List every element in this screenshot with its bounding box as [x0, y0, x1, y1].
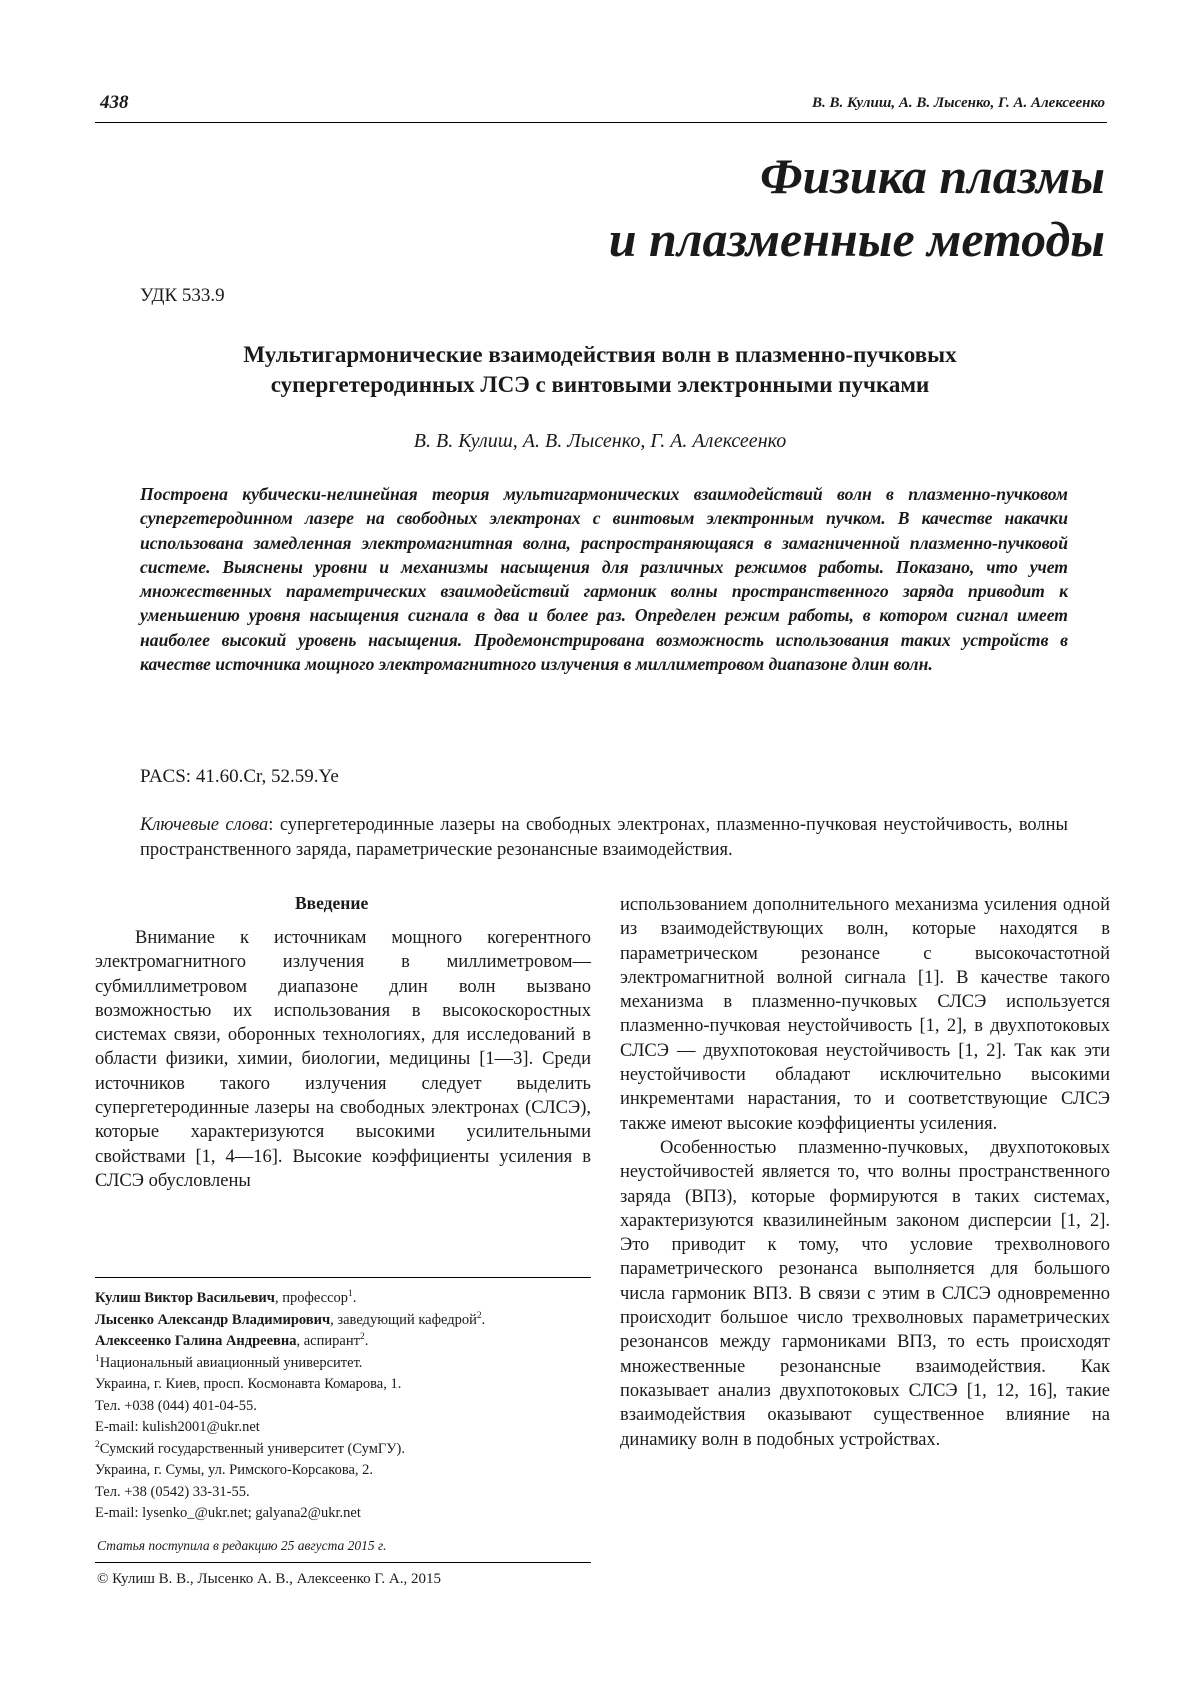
- copyright: © Кулиш В. В., Лысенко А. В., Алексеенко Г. А., 2015: [97, 1571, 441, 1587]
- author3-role: , аспирант: [296, 1333, 360, 1349]
- affiliation-2-address: Украина, г. Сумы, ул. Римского-Корсакова, 2.: [95, 1462, 374, 1478]
- author2-sup: 2: [476, 1310, 482, 1321]
- received-date: Статья поступила в редакцию 25 августа 2015 г.: [97, 1538, 387, 1553]
- article-title-line1: Мультигармонические взаимодействия волн в плазменно-пучковых: [243, 342, 957, 367]
- section-title: [405, 145, 1105, 271]
- running-head: В. В. Кулиш, А. В. Лысенко, Г. А. Алексеенко: [812, 95, 1105, 111]
- affiliation-2-email: E-mail: lysenko_@ukr.net; galyana2@ukr.net: [95, 1505, 361, 1521]
- affiliation-1-name: [95, 1353, 605, 1375]
- keywords-label: Ключевые слова: [140, 815, 269, 835]
- section-title-line2: и плазменные методы: [608, 211, 1105, 267]
- author-notes: [95, 1288, 605, 1525]
- footnote-rule: [95, 1277, 591, 1278]
- author-note-3: Алексеенко Галина Андреевна, аспирант$^2$.: [95, 1332, 369, 1349]
- left-column: [95, 926, 591, 1193]
- article-title: [100, 340, 1100, 400]
- author2-role: , заведующий кафедрой: [330, 1311, 477, 1328]
- author2-name: Лысенко Александр Владимирович: [95, 1311, 331, 1328]
- copyright-rule: [95, 1562, 591, 1563]
- udc-code: УДК 533.9: [140, 285, 225, 306]
- affiliation-2-name: [95, 1439, 605, 1461]
- abstract: Построена кубически-нелинейная теория мультигармонических взаимодействий волн в плазменно-пучковом супергетеродинном лазере на свободных электронах с винтовым электронным пучком. В качестве накачки использована замедленная электромагнитная волна, распространяющаяся в замагниченной плазменно-пучковой системе. Выяснены уровни и механизмы насыщения для различных режимов работы. Показано, что учет множественных параметрических взаимодействий гармоник волны пространственного заряда приводит к уменьшению уровня насыщения сигнала в два и более раз. Определен режим работы, в котором сигнал имеет наиболее высокий уровень насыщения. Продемонстрирована возможность использования таких устройств в качестве источника мощного электромагнитного излучения в миллиметровом диапазоне длин волн.: [140, 484, 1068, 675]
- author3-name: Алексеенко Галина Андреевна: [95, 1333, 297, 1349]
- author1-name: Кулиш Виктор Васильевич: [95, 1290, 275, 1306]
- author3-sup: 2: [359, 1332, 365, 1343]
- right-column: [620, 893, 1110, 1452]
- header-rule: [95, 122, 1107, 123]
- section-title-line1: Физика плазмы: [760, 148, 1105, 204]
- article-title-line2: супергетеродинных ЛСЭ с винтовыми электронными пучками: [270, 372, 930, 397]
- author-note-1: Кулиш Виктор Васильевич, профессор$^1$.: [95, 1289, 357, 1306]
- page-number: 438: [100, 92, 129, 113]
- aff2-sup: 2: [95, 1439, 100, 1450]
- pacs-codes: PACS: 41.60.Cr, 52.59.Ye: [140, 766, 339, 787]
- aff1-sup: 1: [95, 1353, 100, 1364]
- author-note-2: Лысенко Александр Владимирович, заведующий кафедрой$^2$.: [95, 1310, 486, 1328]
- affiliation-1-phone: Тел. +038 (044) 401-04-55.: [95, 1397, 257, 1414]
- author1-role: , профессор: [274, 1290, 349, 1306]
- right-paragraph-2: Особенностью плазменно-пучковых, двухпотоковых неустойчивостей является то, что волны пространственного заряда (ВПЗ), которые формируются в таких системах, характеризуются квазилинейным законом дисперсии [1, 2]. Это приводит к тому, что условие трехволнового параметрического резонанса выполняется для большого числа гармоник ВПЗ. В связи с этим в СЛСЭ одновременно происходит большое число трехволновых параметрических резонансов между гармониками ВПЗ, то есть происходят множественные резонансные взаимодействия. Как показывает анализ двухпотоковых СЛСЭ [1, 12, 16], такие взаимодействия оказывают существенное влияние на динамику волн в подобных устройствах.: [620, 1137, 1110, 1450]
- affiliation-1-address: Украина, г. Киев, просп. Космонавта Комарова, 1.: [95, 1376, 402, 1392]
- intro-heading: Введение: [295, 893, 369, 913]
- aff2-name: Сумский государственный университет (СумГУ).: [99, 1440, 406, 1457]
- right-paragraph-1: использованием дополнительного механизма усиления одной из взаимодействующих волн, которые находятся в параметрическом резонансе с высокочастотной электромагнитной волной сигнала [1]. В качестве такого механизма в плазменно-пучковых СЛСЭ используется плазменно-пучковая неустойчивость [1, 2], в двухпотоковых СЛСЭ — двухпотоковая неустойчивость [1, 2]. Так как эти неустойчивости обладают исключительно высокими инкрементами нарастания, то и соответствующие СЛСЭ также имеют высокие коэффициенты усиления.: [620, 895, 1110, 1134]
- author1-sup: 1: [348, 1289, 353, 1300]
- left-paragraph: Внимание к источникам мощного когерентного электромагнитного излучения в миллиметровом—субмиллиметровом диапазоне длин волн вызвано возможностью их использования в высокоскоростных системах связи, оборонных технологиях, для исследований в области физики, химии, биологии, медицины [1—3]. Среди источников такого излучения следует выделить супергетеродинные лазеры на свободных электронах (СЛСЭ), которые характеризуются высокими усилительными свойствами [1, 4—16]. Высокие коэффициенты усиления в СЛСЭ обусловлены: [95, 928, 591, 1191]
- keywords-text: : супергетеродинные лазеры на свободных электронах, плазменно-пучковая неустойчивость, волны пространственного заряда, параметрические резонансные взаимодействия.: [140, 815, 1068, 860]
- article-authors: В. В. Кулиш, А. В. Лысенко, Г. А. Алексеенко: [413, 430, 787, 452]
- affiliation-1-email: E-mail: kulish2001@ukr.net: [95, 1419, 260, 1435]
- keywords: [140, 813, 1068, 863]
- affiliation-2-phone: Тел. +38 (0542) 33-31-55.: [95, 1483, 250, 1500]
- aff1-name: Национальный авиационный университет.: [99, 1354, 363, 1371]
